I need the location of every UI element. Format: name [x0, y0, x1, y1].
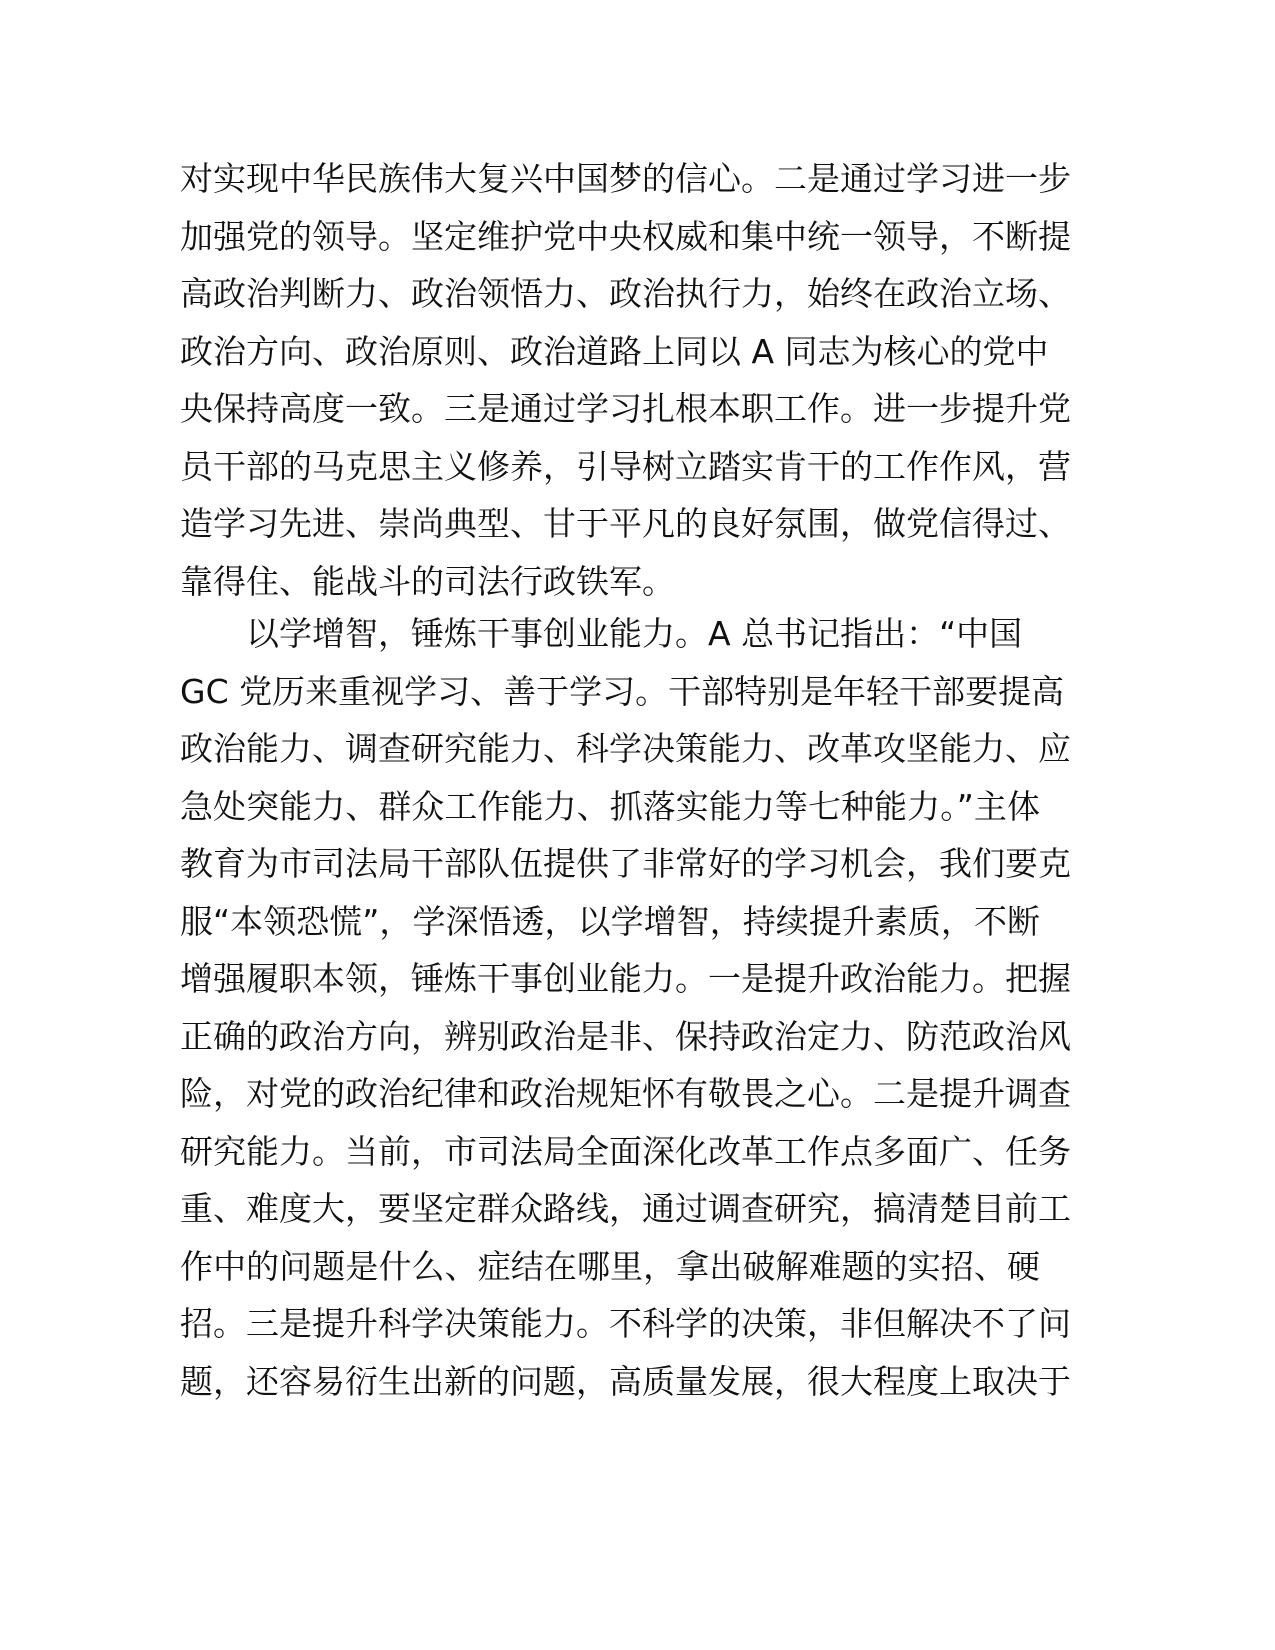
paragraph-line: 教育为市司法局干部队伍提供了非常好的学习机会，我们要克	[180, 844, 1071, 883]
paragraph-line: 急处突能力、群众工作能力、抓落实能力等七种能力。”主体	[180, 786, 1040, 826]
paragraph-line: 作中的问题是什么、症结在哪里，拿出破解难题的实招、硬	[180, 1246, 1040, 1286]
paragraph-line: 造学习先进、崇尚典型、甘于平凡的良好氛围，做党信得过、	[180, 504, 1071, 543]
paragraph-line: 正确的政治方向，辨别政治是非、保持政治定力、防范政治风	[180, 1016, 1071, 1056]
paragraph-1	[180, 150, 1071, 610]
paragraph-line: 员干部的马克思主义修养，引导树立踏实肯干的工作作风，营	[180, 446, 1071, 486]
paragraph-line: 重、难度大，要坚定群众路线，通过调查研究，搞清楚目前工	[180, 1189, 1071, 1228]
paragraph-first-line: 以学增智，锤炼干事创业能力。A 总书记指出：“中国	[246, 614, 1023, 653]
paragraph-line: 央保持高度一致。三是通过学习扎根本职工作。进一步提升党	[180, 389, 1071, 428]
paragraph-2	[180, 605, 1071, 1410]
paragraph-line: 增强履职本领，锤炼干事创业能力。一是提升政治能力。把握	[180, 959, 1071, 998]
paragraph-line: 靠得住、能战斗的司法行政铁军。	[180, 561, 675, 601]
paragraph-line: GC 党历来重视学习、善于学习。干部特别是年轻干部要提高	[180, 671, 1065, 711]
paragraph-line: 对实现中华民族伟大复兴中国梦的信心。二是通过学习进一步	[180, 159, 1071, 198]
paragraph-line: 高政治判断力、政治领悟力、政治执行力，始终在政治立场、	[180, 274, 1071, 313]
paragraph-line: 险，对党的政治纪律和政治规矩怀有敬畏之心。二是提升调查	[180, 1074, 1071, 1113]
paragraph-line: 研究能力。当前，市司法局全面深化改革工作点多面广、任务	[180, 1131, 1071, 1171]
paragraph-line: 服“本领恐慌”，学深悟透，以学增智，持续提升素质，不断	[180, 901, 1040, 941]
paragraph-line: 政治能力、调查研究能力、科学决策能力、改革攻坚能力、应	[180, 729, 1071, 768]
paragraph-line: 题，还容易衍生出新的问题，高质量发展，很大程度上取决于	[180, 1361, 1071, 1401]
paragraph-line: 加强党的领导。坚定维护党中央权威和集中统一领导，不断提	[180, 216, 1071, 256]
paragraph-line: 政治方向、政治原则、政治道路上同以 A 同志为核心的党中	[180, 331, 1049, 371]
paragraph-line: 招。三是提升科学决策能力。不科学的决策，非但解决不了问	[180, 1304, 1071, 1343]
